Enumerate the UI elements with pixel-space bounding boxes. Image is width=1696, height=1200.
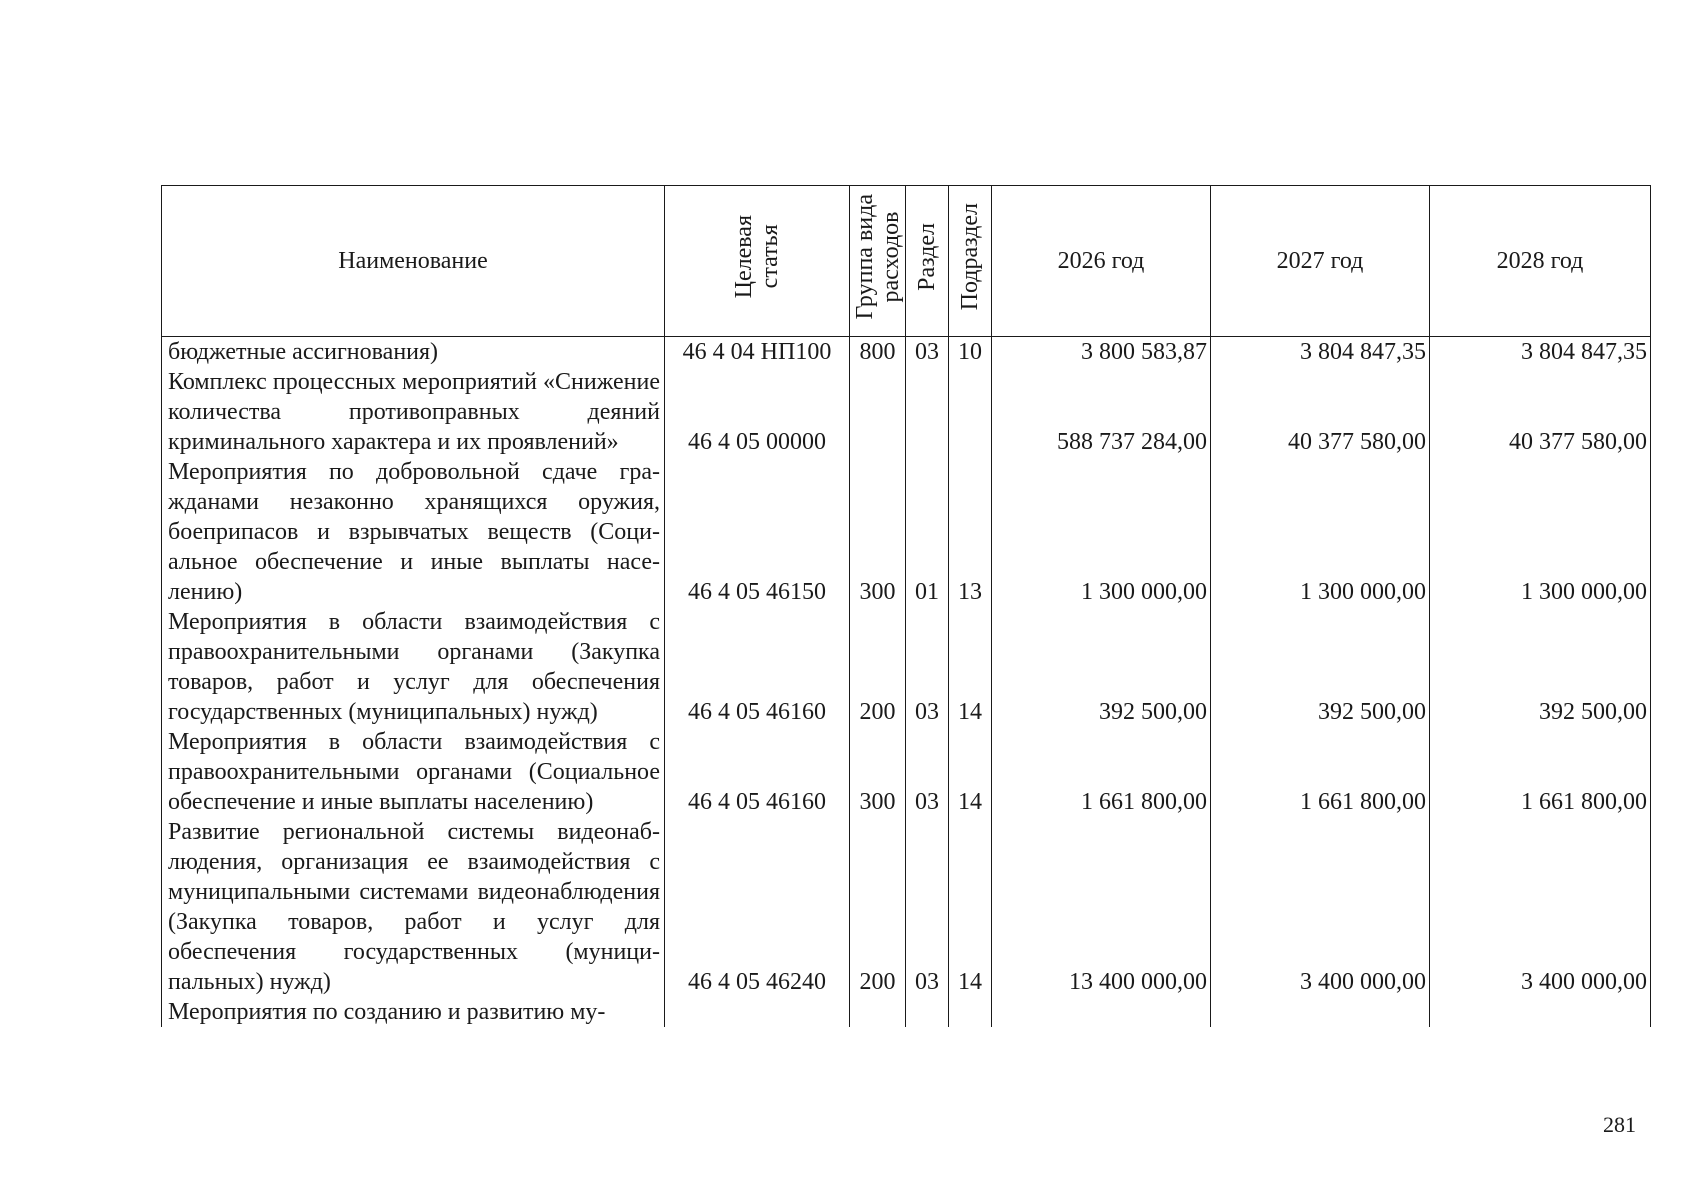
row-sum-2028: 3 804 847,35 [1430,337,1651,368]
row-name: Комплекс процессных мероприятий «Снижение количества противоправных деяний криминального характера и их проявлений» [162,367,665,457]
table-row [162,607,1651,727]
row-subsection: 14 [949,607,992,727]
row-subsection: 14 [949,817,992,997]
row-name: Мероприятия по созданию и развитию му- [162,997,665,1027]
table-row [162,367,1651,457]
header-target-article [665,186,850,337]
budget-table [161,185,1651,1027]
table-row [162,337,1651,368]
row-sum-2027: 40 377 580,00 [1211,367,1430,457]
row-section: 03 [906,817,949,997]
row-name: Мероприятия по добровольной сдаче гражданами незаконно хранящихся оружия, боеприпасов и взрывчатых веществ (Социальное обеспечение и иные выплаты населению) [162,457,665,607]
header-section: Раздел [906,186,949,337]
row-sum-2026: 3 800 583,87 [992,337,1211,368]
row-expense-group: 800 [850,337,906,368]
header-target-article-label: Целевая статья [731,215,783,299]
row-subsection: 13 [949,457,992,607]
row-name: Мероприятия в области взаимодействия с правоохранительными органами (Закупка товаров, работ и услуг для обеспечения государственных (муниципальных) нужд) [162,607,665,727]
header-row [162,186,1651,337]
row-sum-2027: 1 300 000,00 [1211,457,1430,607]
row-subsection [949,997,992,1027]
row-expense-group [850,997,906,1027]
row-expense-group: 200 [850,817,906,997]
row-sum-2026: 13 400 000,00 [992,817,1211,997]
row-target-article: 46 4 05 46240 [665,817,850,997]
row-sum-2028: 1 661 800,00 [1430,727,1651,817]
row-sum-2028: 40 377 580,00 [1430,367,1651,457]
row-subsection [949,367,992,457]
row-name: Мероприятия в области взаимодействия с правоохранительными органами (Социальное обеспечение и иные выплаты населению) [162,727,665,817]
row-name: бюджетные ассигнования) [162,337,665,368]
row-expense-group [850,367,906,457]
row-expense-group: 300 [850,457,906,607]
row-target-article: 46 4 05 00000 [665,367,850,457]
header-subsection: Подраздел [949,186,992,337]
row-sum-2028: 392 500,00 [1430,607,1651,727]
row-section: 03 [906,727,949,817]
header-year-2026: 2026 год [992,186,1211,337]
row-sum-2028: 3 400 000,00 [1430,817,1651,997]
row-expense-group: 200 [850,607,906,727]
row-target-article: 46 4 05 46160 [665,727,850,817]
table-row [162,457,1651,607]
row-sum-2027: 392 500,00 [1211,607,1430,727]
row-expense-group: 300 [850,727,906,817]
row-name: Развитие региональной системы видеонаблюдения, организация ее взаимодействия с муниципальными системами видеонаблюдения (Закупка товаров, работ и услуг для обеспечения государственных (муниципальных) нужд) [162,817,665,997]
header-name: Наименование [162,186,665,337]
row-section: 03 [906,607,949,727]
row-sum-2028: 1 300 000,00 [1430,457,1651,607]
row-sum-2027: 3 804 847,35 [1211,337,1430,368]
row-section: 03 [906,337,949,368]
header-year-2028: 2028 год [1430,186,1651,337]
row-sum-2026 [992,997,1211,1027]
row-sum-2026: 588 737 284,00 [992,367,1211,457]
row-subsection: 14 [949,727,992,817]
page-number: 281 [1603,1112,1636,1137]
row-sum-2027: 1 661 800,00 [1211,727,1430,817]
row-sum-2026: 1 300 000,00 [992,457,1211,607]
row-sum-2027: 3 400 000,00 [1211,817,1430,997]
header-expense-group-label: Группа вида расходов [851,194,904,320]
row-sum-2026: 1 661 800,00 [992,727,1211,817]
row-subsection: 10 [949,337,992,368]
row-section: 01 [906,457,949,607]
header-year-2027: 2027 год [1211,186,1430,337]
row-section [906,997,949,1027]
row-target-article: 46 4 04 НП100 [665,337,850,368]
row-section [906,367,949,457]
table-row [162,817,1651,997]
row-target-article: 46 4 05 46150 [665,457,850,607]
row-sum-2026: 392 500,00 [992,607,1211,727]
table-row [162,727,1651,817]
row-target-article: 46 4 05 46160 [665,607,850,727]
row-target-article [665,997,850,1027]
row-sum-2027 [1211,997,1430,1027]
table-row-continued [162,997,1651,1027]
row-sum-2028 [1430,997,1651,1027]
header-expense-group [850,186,906,337]
